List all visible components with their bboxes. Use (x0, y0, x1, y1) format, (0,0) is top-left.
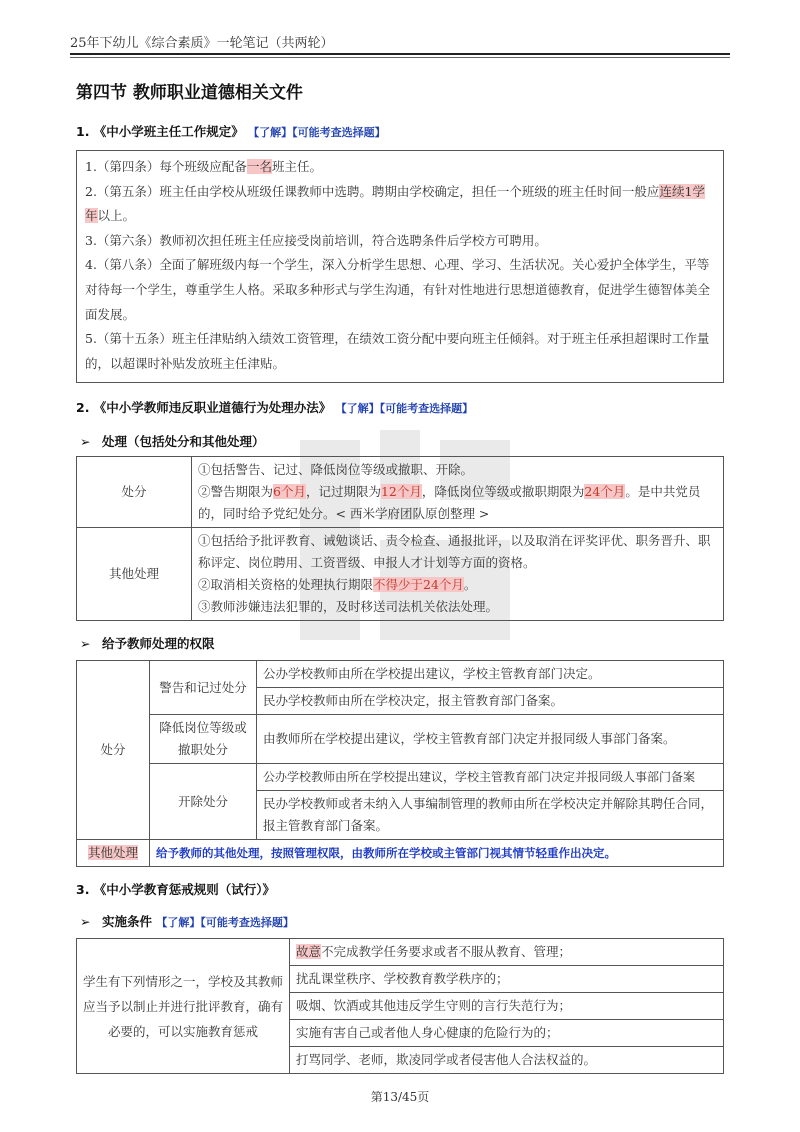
doc2-tag: 【了解】【可能考查选择题】 (335, 402, 474, 415)
highlight: 6个月 (273, 484, 306, 499)
t3-r5: 打骂同学、老师，欺凌同学或者侵害他人合法权益的。 (290, 1047, 724, 1074)
t2-a-label: 警告和记过处分 (150, 661, 257, 715)
doc1-heading (76, 122, 386, 140)
doc1-tag: 【了解】【可能考查选择题】 (248, 126, 386, 139)
t2-other-label: 其他处理 (77, 840, 150, 867)
t3-r3: 吸烟、饮酒或其他违反学生守则的言行失范行为； (290, 993, 724, 1020)
doc3-tag: 【了解】【可能考查选择题】 (156, 916, 294, 929)
t3-left: 学生有下列情形之一，学校及其教师应当予以制止并进行批评教育，确有必要的，可以实施教育惩戒 (77, 939, 290, 1074)
highlight: 12个月 (380, 484, 422, 499)
doc2-heading-text: 2. 《中小学教师违反职业道德行为处理办法》 (76, 400, 332, 415)
doc1-box (76, 150, 724, 383)
t2-a2: 民办学校教师由所在学校决定，报主管教育部门备案。 (257, 688, 724, 715)
highlight: 24个月 (584, 484, 626, 499)
t2-b1: 由教师所在学校提出建议，学校主管教育部门决定并报同级人事部门备案。 (257, 715, 724, 764)
t3-r4: 实施有害自己或者他人身心健康的危险行为的； (290, 1020, 724, 1047)
t2-main-label: 处分 (77, 661, 150, 840)
doc3-table (76, 938, 724, 1074)
arrow-icon: ➢ (80, 434, 91, 449)
t2-other-text: 给予教师的其他处理，按照管理权限，由教师所在学校或主管部门视其情节轻重作出决定。 (150, 840, 724, 867)
doc3-sub: ➢ 实施条件 【了解】【可能考查选择题】 (80, 914, 294, 929)
highlight: 一名 (246, 159, 272, 174)
t1-penalty-content: ①包括警告、记过、降低岗位等级或撤职、开除。 ②警告期限为6个月，记过期限为12个月，降低岗位等级或撤职期限为24个月。是中共党员的，同时给予党纪处分。< 西米学府团队原创整理 > (192, 457, 724, 528)
t1-label-other: 其他处理 (77, 528, 192, 621)
t2-b-label: 降低岗位等级或撤职处分 (150, 715, 257, 764)
section-title: 第四节 教师职业道德相关文件 (76, 83, 303, 103)
doc2-sub1: ➢ 处理（包括处分和其他处理） (80, 434, 265, 449)
t2-c-label: 开除处分 (150, 764, 257, 840)
doc2-sub2: ➢ 给予教师处理的权限 (80, 636, 215, 651)
t3-r1: 故意不完成教学任务要求或者不服从教育、管理； (290, 939, 724, 966)
page-header: 25年下幼儿《综合素质》一轮笔记（共两轮） (70, 36, 334, 51)
doc1-item-5: 5.（第十五条）班主任津贴纳入绩效工资管理，在绩效工资分配中要向班主任倾斜。对于班主任承担超课时工作量的，以超课时补贴发放班主任津贴。 (85, 331, 710, 371)
doc1-heading-text: 1. 《中小学班主任工作规定》 (76, 124, 244, 139)
header-rule (70, 53, 730, 55)
t1-label-penalty: 处分 (77, 457, 192, 528)
doc2-table-1 (76, 456, 724, 621)
highlight: 故意 (296, 944, 322, 959)
doc1-item-2: 2.（第五条）班主任由学校从班级任课教师中选聘。聘期由学校确定，担任一个班级的班主任时间一般应连续1学年以上。 (85, 183, 705, 224)
doc2-heading (76, 398, 473, 416)
t2-c1: 公办学校教师由所在学校提出建议，学校主管教育部门决定并报同级人事部门备案 (257, 764, 724, 791)
header-rule-thin (70, 57, 730, 58)
doc1-item-1: 1.（第四条）每个班级应配备一名班主任。 (85, 159, 322, 174)
t1-other-content: ①包括给予批评教育、诫勉谈话、责令检查、通报批评，以及取消在评奖评优、职务晋升、职称评定、岗位聘用、工资晋级、申报人才计划等方面的资格。 ②取消相关资格的处理执行期限不得少于24个月。 ③教师涉嫌违法犯罪的，及时移送司法机关依法处理。 (192, 528, 724, 621)
doc1-item-3: 3.（第六条）教师初次担任班主任应接受岗前培训，符合选聘条件后学校方可聘用。 (85, 232, 547, 248)
t2-c2: 民办学校教师或者未纳入人事编制管理的教师由所在学校决定并解除其聘任合同，报主管教育部门备案。 (257, 791, 724, 840)
t2-a1: 公办学校教师由所在学校提出建议，学校主管教育部门决定。 (257, 661, 724, 688)
arrow-icon: ➢ (80, 914, 91, 929)
highlight: 不得少于24个月 (373, 577, 464, 592)
highlight: 连续1学年 (85, 183, 705, 224)
page-number: 第13/45页 (370, 1090, 430, 1104)
doc1-item-4: 4.（第八条）全面了解班级内每一个学生，深入分析学生思想、心理、学习、生活状况。关心爱护全体学生，平等对待每一个学生，尊重学生人格。采取多种形式与学生沟通，有针对性地进行思想道德教育，促进学生德智体美全面发展。 (85, 257, 711, 322)
doc3-heading: 3. 《中小学教育惩戒规则（试行）》 (76, 882, 276, 897)
t3-r2: 扰乱课堂秩序、学校教育教学秩序的； (290, 966, 724, 993)
arrow-icon: ➢ (80, 636, 91, 651)
doc2-table-2 (76, 660, 724, 867)
